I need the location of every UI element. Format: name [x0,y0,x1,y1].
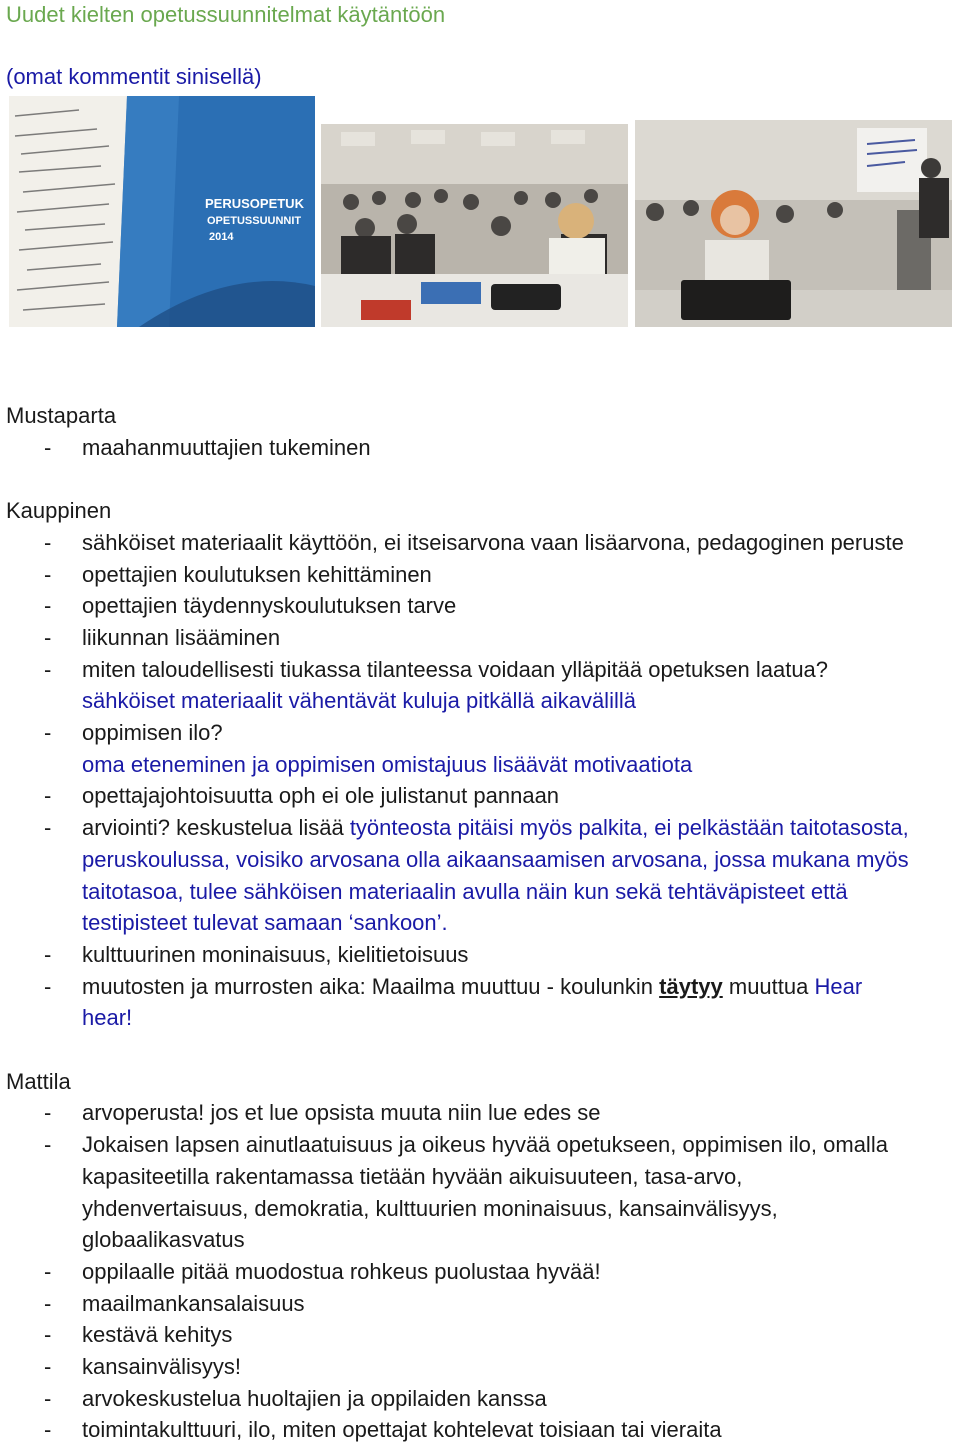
section-mustaparta [6,400,956,463]
list-item-continuation [6,1224,956,1256]
list-item [6,1414,956,1446]
list-item [6,1129,956,1161]
list-item-text: muuttua [722,973,815,999]
list-item-text: kapasiteetilla rakentamassa tietään hyvään aikuisuuteen, tasa-arvo, [82,1163,743,1189]
comment-line [6,844,956,876]
section-kauppinen [6,495,956,1034]
list-item [6,971,956,1003]
list-item [6,590,956,622]
list-item-text: kulttuurinen moninaisuus, kielitietoisuus [82,941,469,967]
list-item [6,1288,956,1320]
list-item-text: arviointi? keskustelua lisää [82,815,350,841]
list-item-continuation [6,1161,956,1193]
list-item [6,939,956,971]
bullet-list [6,432,956,464]
speaker-podium-image [635,120,952,327]
list-item-text: yhdenvertaisuus, demokratia, kulttuurien moninaisuus, kansainvälisyys, [82,1195,778,1221]
list-item-text: arvokeskustelua huoltajien ja oppilaiden kanssa [82,1385,547,1411]
list-item [6,1351,956,1383]
list-item-text: Jokaisen lapsen ainutlaatuisuus ja oikeus hyvää opetukseen, oppimisen ilo, omalla [82,1132,888,1158]
list-item-text: arvoperusta! jos et lue opsista muuta niin lue edes se [82,1100,601,1126]
list-item-text: oppimisen ilo? [82,720,223,746]
book-cover-line3: 2014 [209,231,234,243]
comment-text: työnteosta pitäisi myös palkita, ei pelkästään taitotasosta, [349,815,909,841]
comment-color-note: (omat kommentit sinisellä) [6,64,262,89]
list-item [6,654,956,686]
list-item-text: liikunnan lisääminen [82,624,281,650]
comment-line [6,749,956,781]
comment-text: testipisteet tulevat samaan ‘sankoon’. [82,910,448,936]
speaker-podium-photo [635,120,952,327]
list-item [6,1256,956,1288]
bullet-list [6,1097,956,1446]
section-heading-mustaparta: Mustaparta [6,403,117,428]
list-item-text: kestävä kehitys [82,1322,233,1348]
list-item-text: opettajajohtoisuutta oph ei ole julistanut pannaan [82,783,560,809]
section-mattila [6,1066,956,1446]
comment-text: sähköiset materiaalit vähentävät kuluja pitkällä aikavälillä [82,688,636,714]
list-item [6,527,956,559]
comment-line [6,876,956,908]
list-item-text: muutosten ja murrosten aika: Maailma muuttuu - koulunkin [82,973,660,999]
audience-hall-photo [321,124,628,327]
curriculum-book-image [9,96,315,327]
list-item-text: oppilaalle pitää muodostua rohkeus puolustaa hyvää! [82,1258,601,1284]
section-heading-mattila: Mattila [6,1068,71,1094]
list-item [6,622,956,654]
section-heading-kauppinen: Kauppinen [6,498,112,524]
list-item-text: sähköiset materiaalit käyttöön, ei itseisarvona vaan lisäarvona, pedagoginen peruste [82,529,904,555]
document-title: Uudet kielten opetussuunnitelmat käytäntöön [6,2,446,27]
list-item [6,1319,956,1351]
comment-text: oma eteneminen ja oppimisen omistajuus lisäävät motivaatiota [82,751,693,777]
comment-line [6,1002,956,1034]
list-item [6,780,956,812]
document-body [6,400,956,1446]
book-cover-line2: OPETUSSUUNNIT [207,215,302,227]
list-item-text: opettajien täydennyskoulutuksen tarve [82,593,457,619]
bullet-list [6,527,956,1034]
list-item [6,432,956,464]
audience-hall-image [321,124,628,327]
emphasis-text: täytyy [659,973,723,999]
list-item [6,1383,956,1415]
comment-text: hear! [82,1005,133,1031]
comment-text: peruskoulussa, voisiko arvosana olla aikaansaamisen arvosana, jossa mukana myös [82,846,909,872]
list-item-text: toimintakulttuuri, ilo, miten opettajat kohtelevat toisiaan tai vieraita [82,1417,722,1443]
comment-line [6,907,956,939]
list-item-text: miten taloudellisesti tiukassa tilanteessa voidaan ylläpitää opetuksen laatua? [82,656,829,682]
list-item-text: maahanmuuttajien tukeminen [82,434,371,460]
curriculum-book-photo [9,96,315,327]
list-item [6,559,956,591]
list-item [6,1097,956,1129]
comment-text: Hear [814,973,863,999]
list-item [6,717,956,749]
list-item-text: globaalikasvatus [82,1227,245,1253]
list-item-text: kansainvälisyys! [82,1354,241,1380]
list-item-text: maailmankansalaisuus [82,1290,305,1316]
book-cover-line1: PERUSOPETUK [205,196,304,211]
comment-text: taitotasoa, tulee sähköisen materiaalin avulla näin kun sekä tehtäväpisteet että [82,878,848,904]
list-item-continuation [6,1193,956,1225]
comment-line [6,685,956,717]
list-item-text: opettajien koulutuksen kehittäminen [82,561,432,587]
list-item [6,812,956,844]
